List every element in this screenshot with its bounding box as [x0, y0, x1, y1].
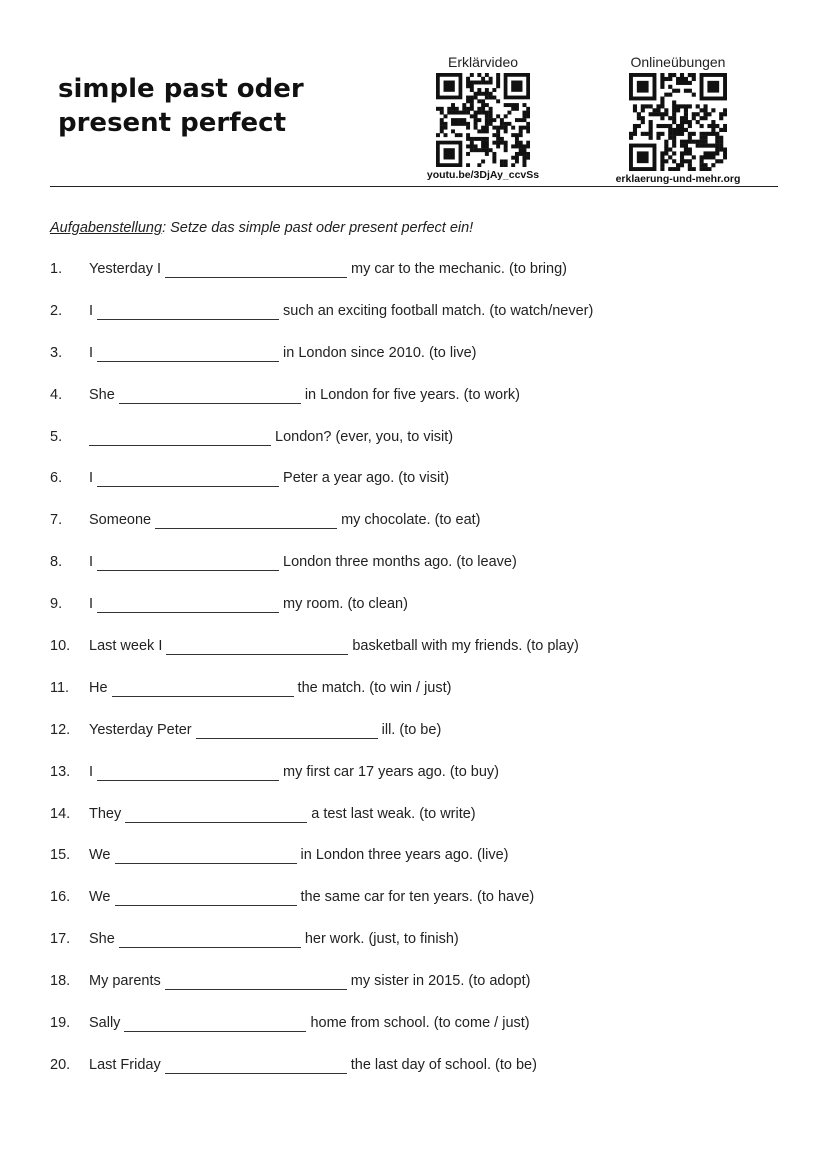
- exercise-text-after: such an exciting football match. (to watch/never): [283, 302, 594, 319]
- exercise-item: [50, 387, 790, 429]
- answer-blank[interactable]: [97, 345, 279, 362]
- qr-exercises-url: erklaerung-und-mehr.org: [615, 173, 741, 185]
- exercise-text-after: basketball with my friends. (to play): [352, 638, 579, 655]
- exercise-text-after: home from school. (to come / just): [310, 1015, 530, 1032]
- exercise-item: [50, 596, 790, 638]
- exercise-item: [50, 638, 790, 680]
- exercise-number: 6.: [50, 470, 63, 487]
- exercise-number: 10.: [50, 638, 71, 655]
- exercise-number: 13.: [50, 763, 71, 780]
- exercise-text-after: London three months ago. (to leave): [283, 554, 517, 571]
- exercise-text-before: She: [89, 386, 115, 403]
- page-title: [58, 72, 304, 140]
- exercise-text-before: I: [89, 554, 94, 571]
- exercise-text-before: Yesterday Peter: [89, 721, 192, 738]
- answer-blank[interactable]: [119, 387, 301, 404]
- exercise-item: [50, 345, 790, 387]
- instruction-text: : Setze das simple past oder present perfect ein!: [162, 220, 474, 236]
- exercise-text-before: I: [89, 302, 94, 319]
- exercise-item: [50, 806, 790, 848]
- exercise-item: [50, 931, 790, 973]
- exercise-text-after: the same car for ten years. (to have): [300, 889, 535, 906]
- exercise-item: [50, 889, 790, 931]
- exercise-text-after: the last day of school. (to be): [350, 1056, 537, 1073]
- exercise-item: [50, 303, 790, 345]
- exercise-text-after: my sister in 2015. (to adopt): [350, 973, 531, 990]
- answer-blank[interactable]: [97, 554, 279, 571]
- answer-blank[interactable]: [124, 1015, 306, 1032]
- exercise-item: [50, 847, 790, 889]
- qr-code-icon[interactable]: [436, 73, 530, 167]
- exercise-number: 14.: [50, 805, 71, 822]
- exercise-text-after: my room. (to clean): [283, 596, 408, 613]
- answer-blank[interactable]: [97, 596, 279, 613]
- title-line-1: simple past oder: [58, 74, 304, 104]
- exercise-text-before: I: [89, 763, 94, 780]
- qr-video-url: youtu.be/3DjAy_ccvSs: [426, 169, 540, 181]
- answer-blank[interactable]: [166, 638, 348, 655]
- answer-blank[interactable]: [97, 470, 279, 487]
- answer-blank[interactable]: [89, 429, 271, 446]
- exercise-number: 17.: [50, 931, 71, 948]
- answer-blank[interactable]: [165, 1057, 347, 1074]
- exercise-number: 12.: [50, 721, 71, 738]
- exercise-number: 4.: [50, 386, 63, 403]
- qr-video-label: Erklärvideo: [447, 54, 519, 70]
- answer-blank[interactable]: [115, 889, 297, 906]
- answer-blank[interactable]: [165, 973, 347, 990]
- exercise-number: 2.: [50, 302, 63, 319]
- exercise-text-after: my chocolate. (to eat): [341, 512, 481, 529]
- exercise-text-before: They: [89, 805, 122, 822]
- exercise-number: 5.: [50, 428, 63, 445]
- exercise-number: 19.: [50, 1015, 71, 1032]
- exercise-item: [50, 764, 790, 806]
- exercise-text-before: I: [89, 470, 94, 487]
- answer-blank[interactable]: [97, 764, 279, 781]
- qr-exercises-label: Onlineübungen: [630, 54, 726, 70]
- exercise-list: [50, 261, 790, 1099]
- exercise-text-after: a test last weak. (to write): [311, 805, 476, 822]
- title-line-2: present perfect: [58, 108, 287, 138]
- exercise-text-after: in London for five years. (to work): [304, 386, 520, 403]
- exercise-text-after: my first car 17 years ago. (to buy): [283, 763, 499, 780]
- answer-blank[interactable]: [119, 931, 301, 948]
- exercise-number: 7.: [50, 512, 63, 529]
- exercise-item: [50, 470, 790, 512]
- exercise-item: [50, 973, 790, 1015]
- exercise-text-before: Sally: [89, 1015, 121, 1032]
- answer-blank[interactable]: [115, 847, 297, 864]
- instruction: [50, 220, 473, 236]
- exercise-text-after: London? (ever, you, to visit): [275, 428, 454, 445]
- answer-blank[interactable]: [112, 680, 294, 697]
- qr-video-block: [415, 53, 551, 182]
- exercise-item: [50, 722, 790, 764]
- qr-exercises-block: [598, 53, 758, 186]
- instruction-label: Aufgabenstellung: [50, 220, 163, 236]
- exercise-text-after: in London three years ago. (live): [300, 847, 509, 864]
- answer-blank[interactable]: [196, 722, 378, 739]
- answer-blank[interactable]: [155, 512, 337, 529]
- exercise-number: 8.: [50, 554, 63, 571]
- exercise-number: 11.: [50, 679, 70, 696]
- exercise-text-before: Yesterday I: [89, 261, 162, 277]
- exercise-number: 1.: [50, 261, 63, 277]
- answer-blank[interactable]: [97, 303, 279, 320]
- exercise-item: [50, 261, 790, 303]
- exercise-text-after: ill. (to be): [381, 721, 442, 738]
- exercise-number: 20.: [50, 1056, 71, 1073]
- exercise-text-after: the match. (to win / just): [297, 679, 452, 696]
- exercise-text-before: We: [89, 889, 111, 906]
- qr-code-icon[interactable]: [629, 73, 727, 171]
- answer-blank[interactable]: [165, 261, 347, 278]
- exercise-text-before: Someone: [89, 512, 152, 529]
- exercise-text-before: She: [89, 931, 115, 948]
- exercise-number: 16.: [50, 889, 71, 906]
- exercise-text-after: in London since 2010. (to live): [283, 344, 477, 361]
- exercise-item: [50, 1057, 790, 1099]
- exercise-text-before: He: [89, 679, 108, 696]
- exercise-text-before: I: [89, 596, 94, 613]
- header-divider: [50, 186, 778, 187]
- exercise-text-before: I: [89, 344, 94, 361]
- exercise-item: [50, 554, 790, 596]
- exercise-item: [50, 429, 790, 471]
- exercise-item: [50, 1015, 790, 1057]
- exercise-number: 3.: [50, 344, 63, 361]
- exercise-text-before: We: [89, 847, 111, 864]
- exercise-item: [50, 512, 790, 554]
- exercise-number: 9.: [50, 596, 63, 613]
- exercise-text-after: her work. (just, to finish): [304, 931, 459, 948]
- exercise-item: [50, 680, 790, 722]
- exercise-text-before: Last week I: [89, 638, 163, 655]
- exercise-text-before: Last Friday: [89, 1056, 161, 1073]
- exercise-number: 18.: [50, 973, 71, 990]
- answer-blank[interactable]: [125, 806, 307, 823]
- exercise-text-after: Peter a year ago. (to visit): [283, 470, 450, 487]
- exercise-text-after: my car to the mechanic. (to bring): [351, 261, 567, 277]
- exercise-number: 15.: [50, 847, 71, 864]
- exercise-text-before: My parents: [89, 973, 161, 990]
